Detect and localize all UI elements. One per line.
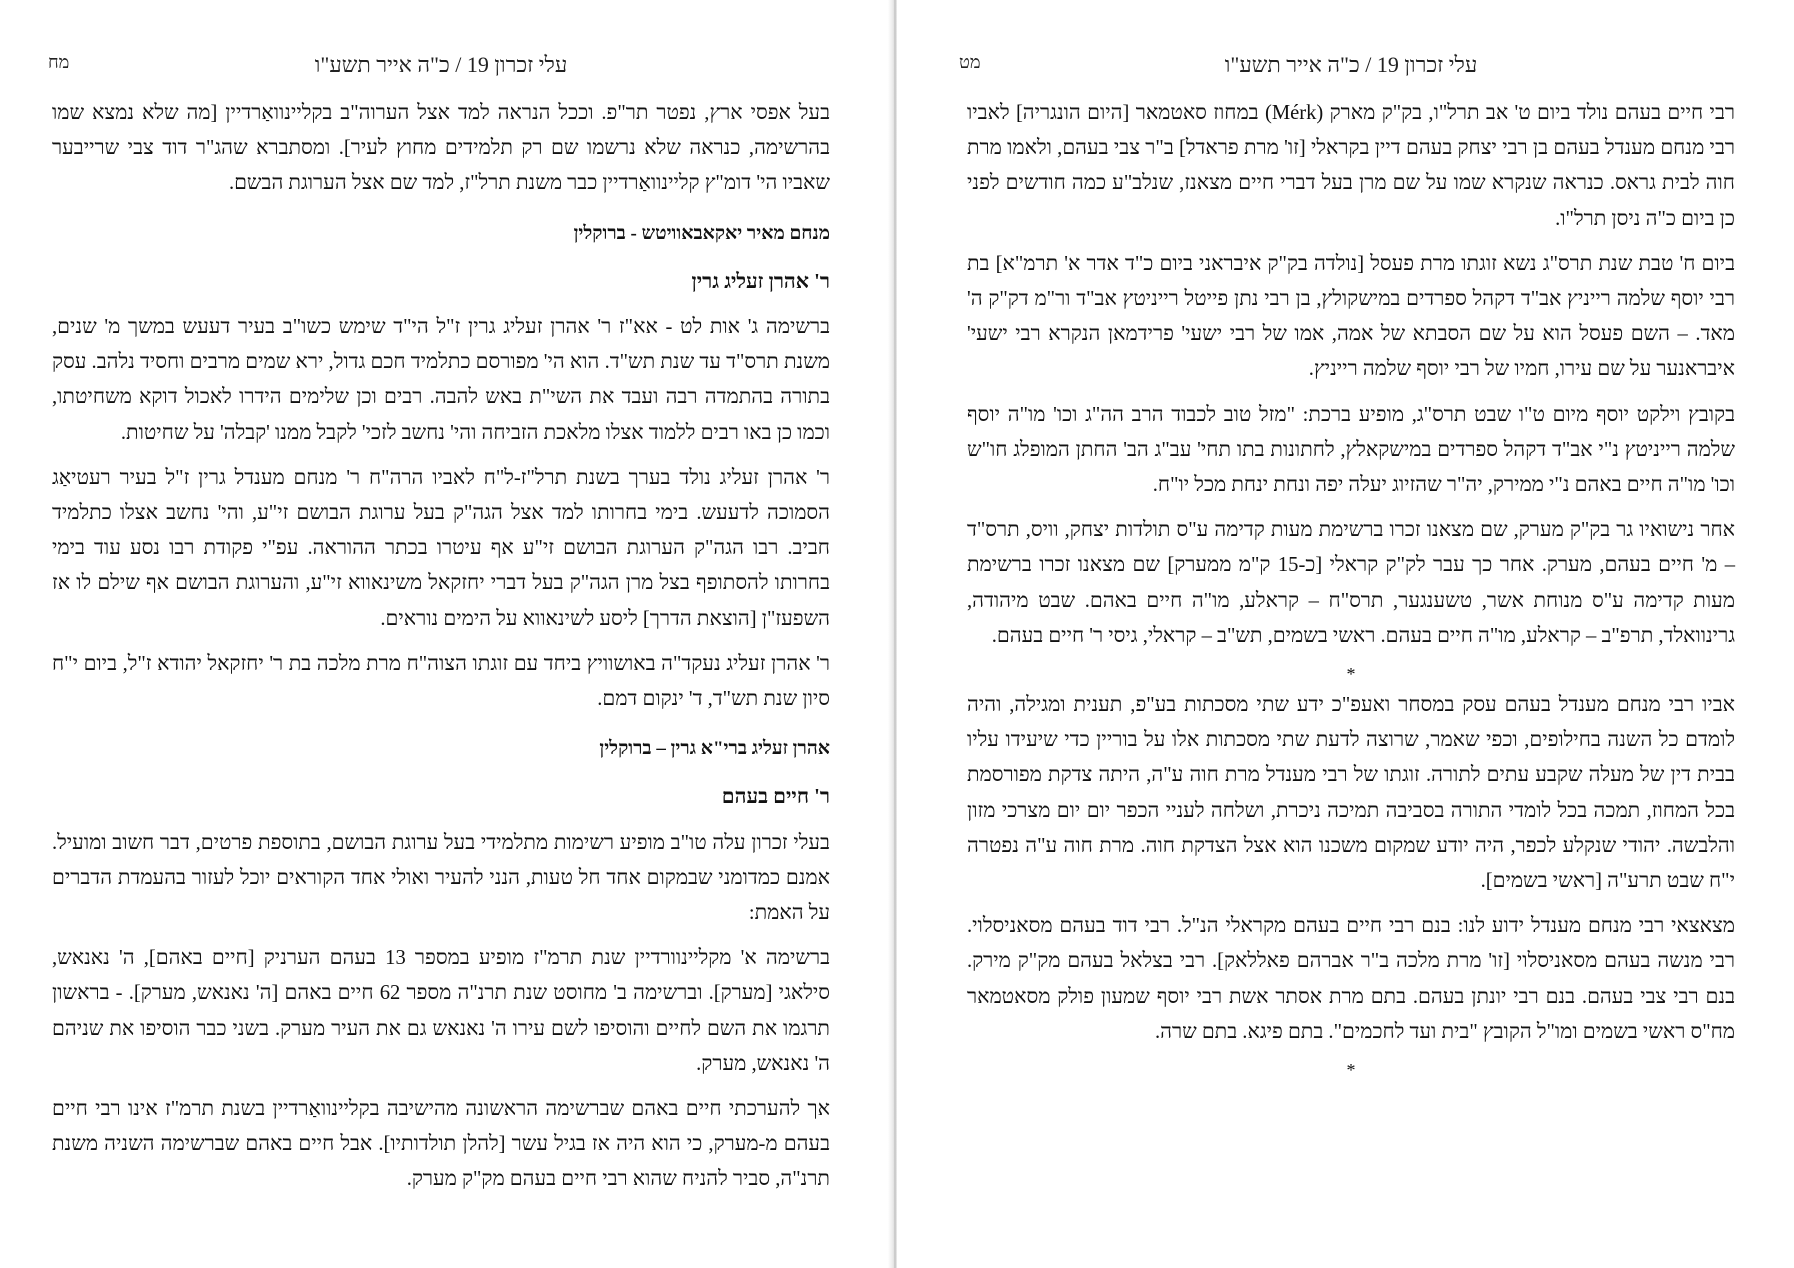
left-page-body <box>52 96 830 1208</box>
signature: מנחם מאיר יאקאבאוויטש - ברוקלין <box>573 222 830 244</box>
left-header-title: עלי זכרון 19 / כ"ה אייר תשע"ו <box>314 52 568 77</box>
right-page-body <box>967 96 1735 1084</box>
paragraph: בקובץ וילקט יוסף מיום ט"ו שבט תרס"ג, מופיע ברכת: "מזל טוב לכבוד הרב הה"ג וכו' מו"ה יוסף שלמה רייניטץ נ"י אב"ד דקהל ספרדים במישקאלץ, לחתונות בתו תחי' עב"ג הב' החתן המופלג חו"ש וכו' מו"ה חיים באהם נ"י ממירק, יה"ר שהזיוג יעלה יפה ונחת ינחת מכל יו"ח. <box>967 403 1735 497</box>
paragraph: ברשימה ג' אות לט - אא"ז ר' אהרן זעליג גרין ז"ל הי"ד שימש כשו"ב בעיר דעעש במשך מ' שנים, משנת תרס"ד עד שנת תש"ד. הוא הי' מפורסם כתלמיד חכם גדול, ירא שמים מרבים וחסיד נלהב. עסק בתורה בהתמדה רבה ועבד את השי"ת באש להבה. רבים וכן שלימים הידרו לאכול דוקא משחיטתו, וכמו כן באו רבים ללמוד אצלו מלאכת הזביחה והי' נחשב לזכי' לקבל ממנו 'קבלה' על שחיטות. <box>52 316 830 444</box>
paragraph: ביום ח' טבת שנת תרס"ג נשא זוגתו מרת פעסל [נולדה בק"ק איבראני ביום כ"ד אדר א' תרמ"א] בת רבי יוסף שלמה רייניץ אב"ד דקהל ספרדים במישקולץ, בן רבי נתן פייטל רייניטץ אב"ד ור"מ דק"ק ה' מאד. – השם פעסל הוא על שם הסבתא של אמה, אמו של רבי ישעי' פרידמאן הנקרא רבי ישעי' איבראנער על שם עירו, חמיו של רבי יוסף שלמה רייניץ. <box>967 252 1735 381</box>
section-heading: ר' חיים בעהם <box>721 786 830 809</box>
paragraph: בעל אפסי ארץ, נפטר תר"פ. וככל הנראה למד אצל הערוה"ב בקליינוואַרדיין [מה שלא נמצא שמו בהרשימה, כנראה שלא נרשמו שם רק תלמידים מחוץ לעיר]. ומסתברא שהג"ר דוד צבי שרייבער שאביו הי' דומ"ץ קליינוואַרדיין כבר משנת תרל"ז, למד שם אצל הערוגת הבשם. <box>52 102 830 195</box>
section-separator: * <box>1346 1060 1356 1081</box>
paragraph: רבי חיים בעהם נולד ביום ט' אב תרל"ו, בק"ק מארק (Mérk) במחוז סאטמאר [היום הונגריה] לאביו רבי מנחם מענדל בעהם בן רבי יצחק בעהם דיין בקראלי [זו' מרת פראדל] ב"ר צבי בעהם, ולאמו מרת חוה לבית גראס. כנראה שנקרא שמו על שם מרן בעל דברי חיים מצאנז, שנלב"ע כמה חודשים לפני כן ביום כ"ה ניסן תרל"ו. <box>967 102 1735 230</box>
paragraph: ר' אהרן זעליג נעקד"ה באושוויץ ביחד עם זוגתו הצוה"ח מרת מלכה בת ר' יחזקאל יהודא ז"ל, ביום י"ח סיון שנת תש"ד, ד' ינקום דמם. <box>52 652 830 711</box>
paragraph: ברשימה א' מקליינוורדיין שנת תרמ"ז מופיע במספר 13 בעהם הערניק [חיים באהם], ה' נאנאש, סילאגי [מערק]. וברשימה ב' מחוסט שנת תרנ"ה מספר 62 חיים באהם [ה' נאנאש, מערק]. - בראשון תרגמו את השם לחיים והוסיפו לשם עירו ה' נאנאש גם את העיר מערק. בשני כבר הוסיפו את שניהם ה' נאנאש, מערק. <box>52 947 830 1075</box>
paragraph: אחר נישואיו גר בק"ק מערק, שם מצאנו זכרו ברשימת מעות קדימה ע"ס תולדות יצחק, וויס, תרס"ד – מ' חיים בעהם, מערק. אחר כך עבר לק"ק קראלי [כ-15 ק"מ ממערק] שם מצאנו זכרו ברשימת מעות קדימה ע"ס מנוחת אשר, טשענגער, תרס"ח – קראלע, מו"ה חיים באהם. שבט מיהודה, גרינוואלד, תרפ"ב – קראלע, מו"ה חיים בעהם. ראשי בשמים, תש"ב – קראלי, גיסי ר' חיים בעהם. <box>967 519 1735 647</box>
right-page <box>897 0 1794 1268</box>
left-running-header <box>48 52 830 86</box>
section-heading: ר' אהרן זעליג גרין <box>691 270 830 293</box>
paragraph: מצאצאי רבי מנחם מענדל ידוע לנו: בנם רבי חיים בעהם מקראלי הנ"ל. רבי דוד בעהם מסאניסלוי. רבי מנשה בעהם מסאניסלוי [זו' מרת מלכה ב"ר אברהם פאללאק]. רבי בצלאל בעהם מק"ק מירק. בנם רבי צבי בעהם. בנם רבי יונתן בעהם. בתם מרת אסתר אשת רבי יוסף שמעון פולק מסאטמאר מח"ס ראשי בשמים ומו"ל הקובץ "בית ועד לחכמים". בתם פיגא. בתם שרה. <box>967 915 1735 1043</box>
paragraph: ר' אהרן זעליג נולד בערך בשנת תרל"ז-ל"ח לאביו הרה"ח ר' מנחם מענדל גרין ז"ל בעיר רעטיאַג הסמוכה לדעעש. בימי בחרותו למד אצל הגה"ק בעל ערוגת הבושם זי"ע, והי' נחשב אצלו כתלמיד חביב. רבו הגה"ק הערוגת הבושם זי"ע אף עיטרו בכתר ההוראה. עפ"י פקודת רבו נסע עוד בימי בחרותו להסתופף בצל מרן הגה"ק בעל דברי יחזקאל משינאווא זי"ע, והערוגת הבושם אף שילם לו אז השפעז"ן [הוצאת הדרך] ליסע לשינאווא על הימים נוראים. <box>52 466 830 630</box>
paragraph: אך להערכתי חיים באהם שברשימה הראשונה מהישיבה בקליינוואַרדיין בשנת תרמ"ז אינו רבי חיים בעהם מ-מערק, כי הוא היה אז בגיל עשר [להלן תולדותיו]. אבל חיים באהם שברשימה השניה משנת תרנ"ה, סביר להניח שהוא רבי חיים בעהם מק"ק מערק. <box>52 1098 830 1191</box>
paragraph: בעלי זכרון עלה טו"ב מופיע רשימות מתלמידי בעל ערוגת הבושם, בתוספת פרטים, דבר חשוב ומועיל. אמנם כמדומני שבמקום אחד חל טעות, הנני להעיר ואולי אחד הקוראים יוכל לעזור בהעמדת הדברים על האמת: <box>52 831 830 925</box>
left-page-number: מח <box>48 52 70 72</box>
right-header-title: עלי זכרון 19 / כ"ה אייר תשע"ו <box>1224 52 1478 77</box>
right-running-header <box>959 52 1735 86</box>
paragraph: אביו רבי מנחם מענדל בעהם עסק במסחר ואעפ"כ ידע שתי מסכתות בע"פ, תענית ומגילה, והיה לומדם כל השנה בחילופים, וכפי שאמר, שרוצה לדעת שתי מסכתות אלו על בוריין כדי שיעידו עליו בבית דין של מעלה שקבע עתים לתורה. זוגתו של רבי מענדל מרת חוה ע"ה, היתה צדקת מפורסמת בכל המחוז, תמכה בכל לומדי התורה בסביבה תמיכה ניכרת, ושלחה לעניי הכפר יום יום מצרכי מזון והלבשה. יהודי שנקלע לכפר, היה יודע שמקום משכנו הוא אצל הצדקת חוה. מרת חוה ע"ה נפטרה י"ח שבט תרע"ה [ראשי בשמים]. <box>967 694 1735 893</box>
left-page <box>0 0 893 1268</box>
signature: אהרן זעליג ברי"א גרין – ברוקלין <box>599 738 830 760</box>
section-separator: * <box>1346 664 1356 685</box>
right-page-number: מט <box>959 52 981 72</box>
